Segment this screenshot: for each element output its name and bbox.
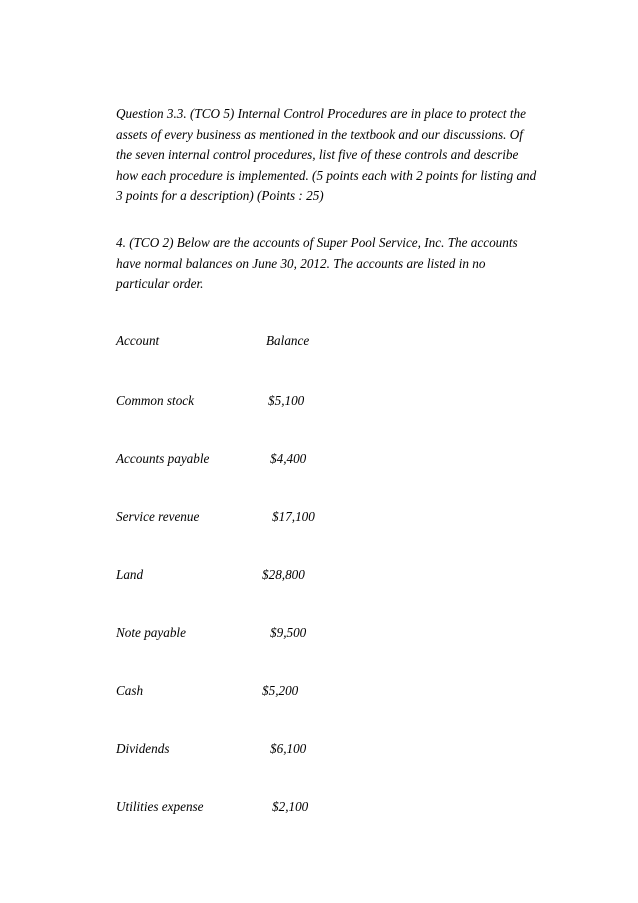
- question-4-line: 4. (TCO 2) Below are the accounts of Super Pool Service, Inc. The accounts: [116, 235, 518, 250]
- question-4-line: have normal balances on June 30, 2012. The accounts are listed in no: [116, 255, 486, 271]
- account-balance: $4,400: [270, 451, 307, 466]
- account-name: Note payable: [116, 625, 186, 640]
- account-name: Service revenue: [116, 509, 200, 524]
- account-name: Dividends: [116, 741, 170, 756]
- account-balance: $6,100: [270, 741, 307, 756]
- account-name: Accounts payable: [116, 451, 210, 466]
- table-row: [0, 565, 638, 585]
- account-balance: $9,500: [270, 625, 307, 640]
- question-3-3-paragraph: [116, 104, 586, 207]
- table-row: [0, 681, 638, 701]
- table-row: [0, 449, 638, 469]
- question-3-3-line: Question 3.3. (TCO 5) Internal Control Procedures are in place to protect the: [116, 106, 526, 121]
- account-name: Land: [116, 567, 144, 582]
- table-row: [0, 507, 638, 527]
- account-name: Utilities expense: [116, 799, 204, 814]
- question-4-line: particular order.: [116, 276, 204, 291]
- table-row: [0, 623, 638, 643]
- account-balance: $5,100: [268, 393, 305, 408]
- account-balance: $2,100: [272, 799, 309, 814]
- question-3-3-line: the seven internal control procedures, list five of these controls and describe: [116, 147, 519, 162]
- table-row: [0, 391, 638, 411]
- accounts-table-header: [0, 331, 638, 351]
- table-row: [0, 739, 638, 759]
- question-3-3-line: assets of every business as mentioned in the textbook and our discussions. Of: [116, 126, 523, 142]
- account-column-header: Account: [116, 333, 160, 348]
- account-balance: $28,800: [262, 567, 305, 582]
- account-name: Common stock: [116, 393, 195, 408]
- account-balance: $5,200: [262, 683, 299, 698]
- question-3-3-line: 3 points for a description) (Points : 25): [116, 188, 324, 203]
- question-4-paragraph: [116, 233, 586, 295]
- account-name: Cash: [116, 683, 144, 698]
- question-3-3-line: how each procedure is implemented. (5 points each with 2 points for listing and: [116, 167, 537, 183]
- account-balance: $17,100: [272, 509, 315, 524]
- table-row: [0, 797, 638, 817]
- balance-column-header: Balance: [266, 333, 310, 348]
